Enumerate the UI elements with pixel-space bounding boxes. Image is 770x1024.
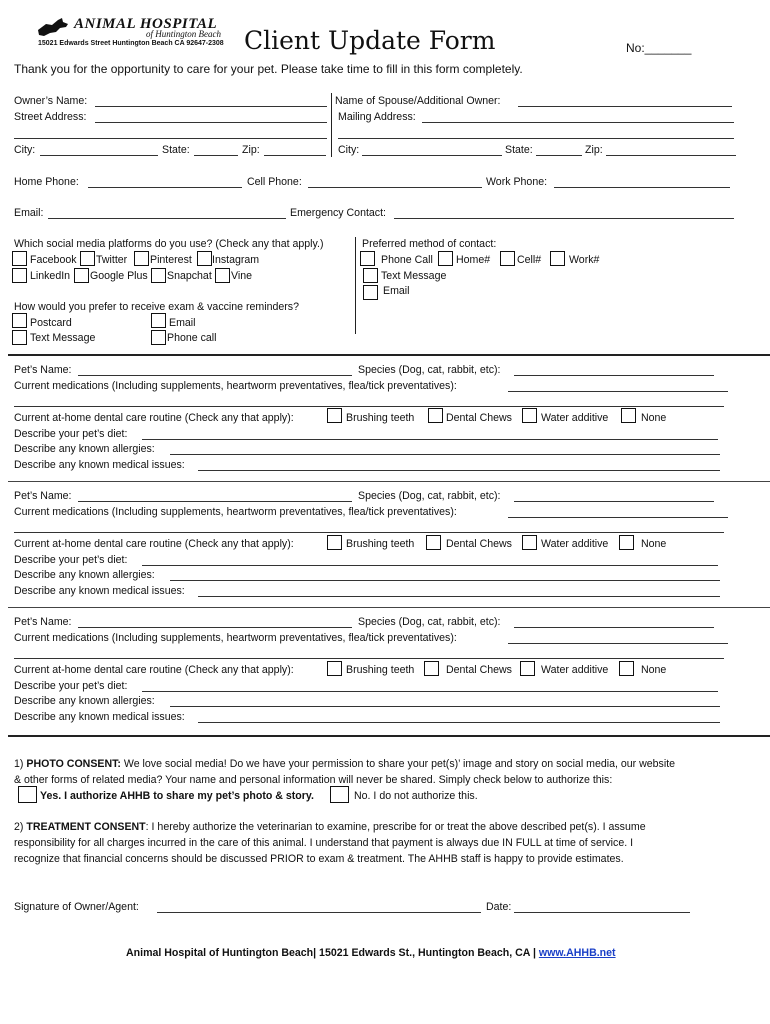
photo-no-checkbox[interactable] (330, 786, 349, 803)
water-additive-label: Water additive (541, 412, 609, 424)
medications-field-2[interactable] (14, 523, 724, 533)
diet-field[interactable] (142, 430, 718, 440)
water-additive-checkbox[interactable] (522, 535, 537, 550)
species-field[interactable] (514, 492, 714, 502)
mailing-address-label: Mailing Address: (338, 111, 416, 123)
contact-divider (355, 237, 356, 334)
vine-label: Vine (231, 270, 253, 282)
social-question: Which social media platforms do you use? (Check any that apply.) (14, 238, 324, 250)
work-phone-label: Work Phone: (486, 176, 548, 188)
species-field[interactable] (514, 366, 714, 376)
form-number: No:_______ (626, 41, 692, 55)
none-checkbox[interactable] (619, 535, 634, 550)
owner-name-label: Owner’s Name: (14, 95, 88, 107)
none-label: None (641, 538, 667, 550)
postcard-label: Postcard (30, 317, 72, 329)
allergies-label: Describe any known allergies: (14, 695, 155, 707)
logo-subtitle: of Huntington Beach (146, 29, 221, 39)
medications-field-2[interactable] (14, 397, 724, 407)
snapchat-label: Snapchat (167, 270, 212, 282)
reminder-text-label: Text Message (30, 332, 96, 344)
cell-label: Cell# (517, 254, 542, 266)
home-phone-field[interactable] (88, 178, 242, 188)
pinterest-label: Pinterest (150, 254, 192, 266)
diet-field[interactable] (142, 682, 718, 692)
medications-label: Current medications (Including supplements, heartworm preventatives, flea/tick preventatives): (14, 380, 457, 392)
allergies-label: Describe any known allergies: (14, 569, 155, 581)
reminder-email-checkbox[interactable] (151, 313, 166, 328)
treatment-consent-line-1: 2) TREATMENT CONSENT: I hereby authorize the veterinarian to examine, prescribe for or treat the above described pet(s). I assume (14, 821, 646, 833)
diet-label: Describe your pet’s diet: (14, 428, 128, 440)
mailing-address-field-2[interactable] (338, 129, 734, 139)
photo-consent-line-2: & other forms of related media? Your name and personal information will never be shared. Simply check below to authorize this: (14, 774, 613, 786)
medical-label: Describe any known medical issues: (14, 459, 185, 471)
linkedin-label: LinkedIn (30, 270, 71, 282)
dental-label: Current at-home dental care routine (Check any that apply): (14, 664, 294, 676)
facebook-label: Facebook (30, 254, 77, 266)
home-checkbox[interactable] (438, 251, 453, 266)
medical-field[interactable] (198, 587, 720, 597)
species-label: Species (Dog, cat, rabbit, etc): (358, 616, 501, 628)
medical-field[interactable] (198, 461, 720, 471)
instagram-checkbox[interactable] (197, 251, 212, 266)
cell-phone-field[interactable] (308, 178, 482, 188)
instagram-label: Instagram (212, 254, 260, 266)
dental-chews-label: Dental Chews (446, 538, 512, 550)
section-divider-4 (8, 735, 770, 737)
dental-chews-label: Dental Chews (446, 664, 512, 676)
footer (126, 947, 616, 959)
reminder-email-label: Email (169, 317, 196, 329)
species-label: Species (Dog, cat, rabbit, etc): (358, 490, 501, 502)
none-label: None (641, 412, 667, 424)
treatment-consent-line-3: recognize that financial concerns should be discussed PRIOR to exam & treatment. The AHHB staff is happy to provide estimates. (14, 853, 624, 865)
phone-call-label: Phone Call (381, 254, 433, 266)
contact-question: Preferred method of contact: (362, 238, 497, 250)
linkedin-checkbox[interactable] (12, 268, 27, 283)
medical-label: Describe any known medical issues: (14, 585, 185, 597)
form-title: Client Update Form (244, 26, 496, 55)
emergency-contact-field[interactable] (394, 209, 734, 219)
brushing-checkbox[interactable] (327, 408, 342, 423)
zip2-label: Zip: (585, 144, 603, 156)
street-address-field[interactable] (95, 113, 327, 123)
diet-field[interactable] (142, 556, 718, 566)
work-phone-field[interactable] (554, 178, 730, 188)
medications-field-2[interactable] (14, 649, 724, 659)
zip-field[interactable] (264, 146, 326, 156)
work-label: Work# (569, 254, 600, 266)
dental-label: Current at-home dental care routine (Check any that apply): (14, 538, 294, 550)
reminder-phone-label: Phone call (167, 332, 217, 344)
photo-yes-label: Yes. I authorize AHHB to share my pet’s photo & story. (40, 790, 314, 802)
footer-text: Animal Hospital of Huntington Beach| 15021 Edwards St., Huntington Beach, CA | (126, 947, 536, 959)
google-plus-label: Google Plus (90, 270, 148, 282)
water-additive-checkbox[interactable] (522, 408, 537, 423)
reminder-phone-checkbox[interactable] (151, 330, 166, 345)
photo-consent-line-1: 1) PHOTO CONSENT: We love social media! Do we have your permission to share your pet(s)’ image and story on social media, our website (14, 758, 676, 770)
street-address-field-2[interactable] (14, 129, 327, 139)
treatment-consent-line-2: responsibility for all charges incurred in the care of this animal. I understand that payment is always due IN FULL at time of service. I (14, 837, 634, 849)
pet-name-label: Pet’s Name: (14, 490, 72, 502)
brushing-checkbox[interactable] (327, 661, 342, 676)
contact-text-label: Text Message (381, 270, 447, 282)
state2-label: State: (505, 144, 533, 156)
brushing-label: Brushing teeth (346, 664, 415, 676)
allergies-field[interactable] (170, 697, 720, 707)
treatment-consent-heading: TREATMENT CONSENT (26, 821, 146, 833)
allergies-field[interactable] (170, 445, 720, 455)
intro-text: Thank you for the opportunity to care for your pet. Please take time to fill in this form completely. (14, 62, 523, 76)
city-field[interactable] (40, 146, 158, 156)
diet-label: Describe your pet’s diet: (14, 554, 128, 566)
google-plus-checkbox[interactable] (74, 268, 89, 283)
cell-phone-label: Cell Phone: (247, 176, 302, 188)
species-field[interactable] (514, 618, 714, 628)
twitter-checkbox[interactable] (80, 251, 95, 266)
none-label: None (641, 664, 667, 676)
postcard-checkbox[interactable] (12, 313, 27, 328)
cell-checkbox[interactable] (500, 251, 515, 266)
home-phone-label: Home Phone: (14, 176, 79, 188)
home-label: Home# (456, 254, 491, 266)
logo-name: ANIMAL HOSPITAL (74, 16, 218, 32)
facebook-checkbox[interactable] (12, 251, 27, 266)
photo-yes-checkbox[interactable] (18, 786, 37, 803)
reminder-text-checkbox[interactable] (12, 330, 27, 345)
pet-name-field[interactable] (78, 492, 352, 502)
snapchat-checkbox[interactable] (151, 268, 166, 283)
work-checkbox[interactable] (550, 251, 565, 266)
contact-email-label: Email (383, 285, 410, 297)
pet-name-label: Pet’s Name: (14, 364, 72, 376)
pet-name-field[interactable] (78, 366, 352, 376)
state-field[interactable] (194, 146, 238, 156)
signature-field[interactable] (157, 903, 481, 913)
medications-field[interactable] (508, 508, 728, 518)
street-address-label: Street Address: (14, 111, 87, 123)
dental-chews-checkbox[interactable] (428, 408, 443, 423)
pet-name-label: Pet’s Name: (14, 616, 72, 628)
medical-field[interactable] (198, 713, 720, 723)
photo-consent-heading: PHOTO CONSENT: (26, 758, 121, 770)
pet-name-field[interactable] (78, 618, 352, 628)
zip-label: Zip: (242, 144, 260, 156)
contact-text-checkbox[interactable] (363, 268, 378, 283)
email-field[interactable] (48, 209, 286, 219)
none-checkbox[interactable] (619, 661, 634, 676)
state-label: State: (162, 144, 190, 156)
twitter-label: Twitter (96, 254, 128, 266)
date-label: Date: (486, 901, 512, 913)
spouse-name-label: Name of Spouse/Additional Owner: (335, 95, 501, 107)
allergies-field[interactable] (170, 571, 720, 581)
phone-call-checkbox[interactable] (360, 251, 375, 266)
dental-chews-checkbox[interactable] (426, 535, 441, 550)
water-additive-label: Water additive (541, 664, 609, 676)
owner-name-field[interactable] (95, 97, 327, 107)
section-divider-3 (8, 607, 770, 608)
species-label: Species (Dog, cat, rabbit, etc): (358, 364, 501, 376)
photo-no-label: No. I do not authorize this. (354, 790, 478, 802)
signature-label: Signature of Owner/Agent: (14, 901, 139, 913)
medications-field[interactable] (508, 634, 728, 644)
city2-label: City: (338, 144, 360, 156)
section-divider-1 (8, 354, 770, 356)
water-additive-checkbox[interactable] (520, 661, 535, 676)
section-divider-2 (8, 481, 770, 482)
brushing-label: Brushing teeth (346, 538, 415, 550)
water-additive-label: Water additive (541, 538, 609, 550)
brushing-label: Brushing teeth (346, 412, 415, 424)
mailing-address-field[interactable] (422, 113, 734, 123)
allergies-label: Describe any known allergies: (14, 443, 155, 455)
date-field[interactable] (514, 903, 690, 913)
dental-chews-label: Dental Chews (446, 412, 512, 424)
reminder-question: How would you prefer to receive exam & vaccine reminders? (14, 301, 299, 313)
medical-label: Describe any known medical issues: (14, 711, 185, 723)
owner-divider (331, 93, 332, 157)
website-link[interactable]: www.AHHB.net (538, 947, 616, 959)
medications-field[interactable] (508, 382, 728, 392)
zip2-field[interactable] (606, 146, 736, 156)
brushing-checkbox[interactable] (327, 535, 342, 550)
contact-email-checkbox[interactable] (363, 285, 378, 300)
pinterest-checkbox[interactable] (134, 251, 149, 266)
dental-label: Current at-home dental care routine (Check any that apply): (14, 412, 294, 424)
state2-field[interactable] (536, 146, 582, 156)
spouse-name-field[interactable] (518, 97, 732, 107)
vine-checkbox[interactable] (215, 268, 230, 283)
email-label: Email: (14, 207, 44, 219)
emergency-contact-label: Emergency Contact: (290, 207, 386, 219)
dental-chews-checkbox[interactable] (424, 661, 439, 676)
diet-label: Describe your pet’s diet: (14, 680, 128, 692)
logo-address: 15021 Edwards Street Huntington Beach CA 92647-2308 (38, 40, 224, 47)
city2-field[interactable] (362, 146, 502, 156)
dog-icon (36, 16, 72, 40)
medications-label: Current medications (Including supplements, heartworm preventatives, flea/tick preventatives): (14, 632, 457, 644)
none-checkbox[interactable] (621, 408, 636, 423)
hospital-logo (36, 16, 226, 52)
medications-label: Current medications (Including supplements, heartworm preventatives, flea/tick preventatives): (14, 506, 457, 518)
city-label: City: (14, 144, 36, 156)
